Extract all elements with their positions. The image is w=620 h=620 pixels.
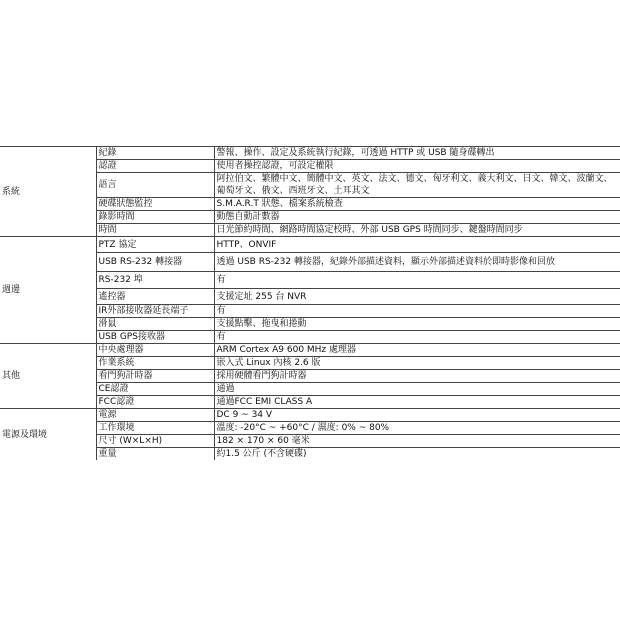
value-cell: 約1.5 公斤 (不含硬碟) bbox=[214, 448, 620, 461]
item-cell: 重量 bbox=[96, 448, 214, 461]
item-cell: 滑鼠 bbox=[96, 318, 214, 331]
item-cell: FCC認證 bbox=[96, 396, 214, 409]
item-cell: PTZ 協定 bbox=[96, 237, 214, 253]
item-cell: 電源 bbox=[96, 409, 214, 422]
value-cell: 採用硬體看門狗計時器 bbox=[214, 370, 620, 383]
value-cell: 阿拉伯文、繁體中文、簡體中文、英文、法文、德文、匈牙利文、義大利文、日文、韓文、波蘭文、葡萄牙文、俄文、西班牙文、土耳其文 bbox=[214, 173, 620, 198]
table-row bbox=[0, 147, 620, 160]
item-cell: CE認證 bbox=[96, 383, 214, 396]
item-cell: 作業系統 bbox=[96, 357, 214, 370]
value-cell: DC 9 ~ 34 V bbox=[214, 409, 620, 422]
item-cell: 看門狗計時器 bbox=[96, 370, 214, 383]
item-cell: 尺寸 (W×L×H) bbox=[96, 435, 214, 448]
value-cell: 182 × 170 × 60 毫米 bbox=[214, 435, 620, 448]
value-cell: 有 bbox=[214, 331, 620, 344]
value-cell: 有 bbox=[214, 305, 620, 318]
item-cell: USB GPS接收器 bbox=[96, 331, 214, 344]
value-cell: 支援點擊、拖曳和捲動 bbox=[214, 318, 620, 331]
value-cell: S.M.A.R.T 狀態、檔案系統檢查 bbox=[214, 198, 620, 211]
value-cell: 日光節約時間、網路時間協定校時、外部 USB GPS 時間同步、鍵盤時間同步 bbox=[214, 224, 620, 237]
value-cell: HTTP、ONVIF bbox=[214, 237, 620, 253]
item-cell: 認證 bbox=[96, 160, 214, 173]
category-cell: 其他 bbox=[0, 344, 96, 409]
category-cell: 系統 bbox=[0, 147, 96, 237]
item-cell: USB RS-232 轉接器 bbox=[96, 253, 214, 272]
item-cell: 硬碟狀態監控 bbox=[96, 198, 214, 211]
item-cell: 錄影時間 bbox=[96, 211, 214, 224]
value-cell: 使用者操控認證，可設定權限 bbox=[214, 160, 620, 173]
value-cell: 嵌入式 Linux 內核 2.6 版 bbox=[214, 357, 620, 370]
item-cell: 中央處理器 bbox=[96, 344, 214, 357]
item-cell: 時間 bbox=[96, 224, 214, 237]
table-row bbox=[0, 237, 620, 253]
item-cell: IR外部接收器延長端子 bbox=[96, 305, 214, 318]
item-cell: 語言 bbox=[96, 173, 214, 198]
item-cell: 工作環境 bbox=[96, 422, 214, 435]
category-cell: 電源及環境 bbox=[0, 409, 96, 461]
value-cell: ARM Cortex A9 600 MHz 處理器 bbox=[214, 344, 620, 357]
category-cell: 週邊 bbox=[0, 237, 96, 344]
value-cell: 警報、操作、設定及系統執行紀錄，可透過 HTTP 或 USB 隨身碟轉出 bbox=[214, 147, 620, 160]
value-cell: 支援定址 255 台 NVR bbox=[214, 289, 620, 305]
value-cell: 通過FCC EMI CLASS A bbox=[214, 396, 620, 409]
value-cell: 有 bbox=[214, 272, 620, 289]
item-cell: 遙控器 bbox=[96, 289, 214, 305]
spec-table bbox=[0, 146, 620, 460]
value-cell: 溫度: -20°C ~ +60°C / 濕度: 0% ~ 80% bbox=[214, 422, 620, 435]
value-cell: 通過 bbox=[214, 383, 620, 396]
value-cell: 動態自動計數器 bbox=[214, 211, 620, 224]
table-row bbox=[0, 409, 620, 422]
item-cell: RS-232 埠 bbox=[96, 272, 214, 289]
item-cell: 紀錄 bbox=[96, 147, 214, 160]
table-row bbox=[0, 344, 620, 357]
value-cell: 透過 USB RS-232 轉接器，紀錄外部描述資料，顯示外部描述資料於即時影像和回放 bbox=[214, 253, 620, 272]
